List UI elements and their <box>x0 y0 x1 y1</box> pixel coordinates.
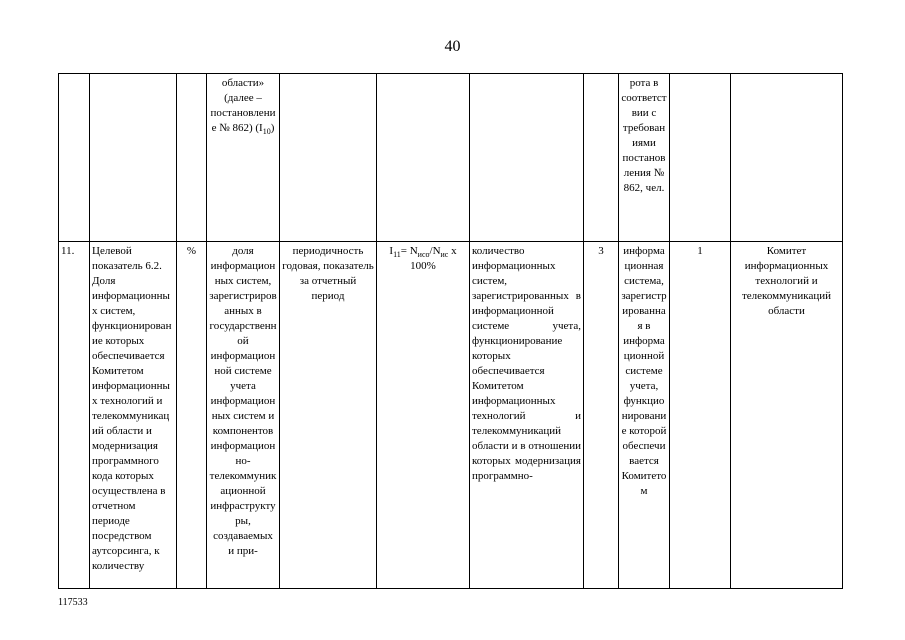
responsible-body: Комитет информационных технологий и телекоммуникаций области <box>731 242 843 589</box>
cell-name <box>90 74 177 242</box>
periodicity: периодичность годовая, показатель за отчетный период <box>280 242 377 589</box>
cell-sampling <box>670 74 731 242</box>
footer-document-code: 117533 <box>58 597 88 608</box>
cell-indicators <box>470 74 584 242</box>
collection-method: 3 <box>584 242 619 589</box>
indicator-table <box>58 73 843 589</box>
basic-indicators: количество информационных систем, зарегистрированных в информационной системе учета, функционирование которых обеспечивается Комитетом информационных технологий и телекоммуникаций области и в отношении которых модернизация программно- <box>470 242 584 589</box>
table-row-indicator-11 <box>59 242 843 589</box>
formula: $I_{11}= N_{исо}/N_{ис}$ x 100% <box>377 242 470 589</box>
sampling-code: 1 <box>670 242 731 589</box>
cell-unit <box>177 74 207 242</box>
cell-definition: области» (далее – постановление № 862) $(I_{10})$ <box>207 74 280 242</box>
row-number: 11. <box>59 242 90 589</box>
indicator-definition: доля информационных систем, зарегистрированных в государственной информационной системе учета информационных систем и компонентов информационно-телекоммуникационной инфраструктуры, создаваемых и при- <box>207 242 280 589</box>
indicator-name: Целевой показатель 6.2. Доля информационных систем, функционирование которых обеспечивается Комитетом информационных технологий и телекоммуникаций области и модернизация программного кода которых осуществлена в отчетном периоде посредством аутсорсинга, к количеству <box>90 242 177 589</box>
table-row-continuation <box>59 74 843 242</box>
cell-formula <box>377 74 470 242</box>
page-number: 40 <box>444 38 461 55</box>
cell-population: рота в соответствии с требованиями постановления № 862, чел. <box>619 74 670 242</box>
cell-method <box>584 74 619 242</box>
cell-num <box>59 74 90 242</box>
unit-of-measure: % <box>177 242 207 589</box>
observation-population: информационная система, зарегистрированная в информационной системе учета, функционирование которой обеспечивается Комитетом <box>619 242 670 589</box>
cell-responsible <box>731 74 843 242</box>
cell-periodicity <box>280 74 377 242</box>
